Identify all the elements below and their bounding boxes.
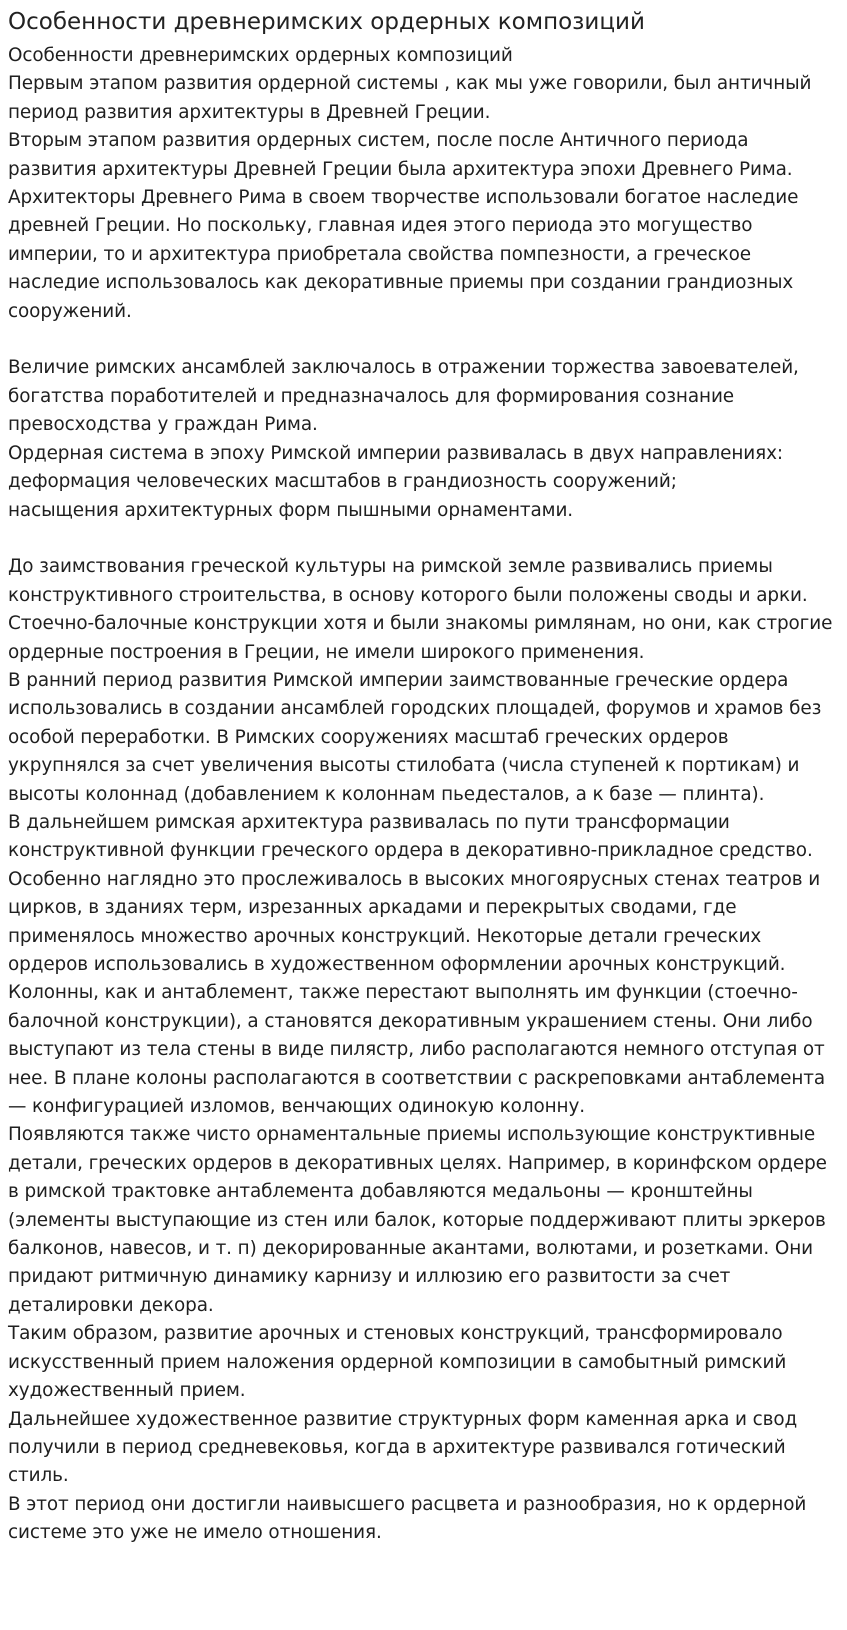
page-title: Особенности древнеримских ордерных композиций — [8, 9, 645, 35]
article-body: Особенности древнеримских ордерных композиций Первым этапом развития ордерной системы , как мы уже говорили, был античный период развития архитектуры в Древней Греции. Вторым этапом развития ордерных систем, после после Античного периода развития архитектуры Древней Греции была архитектура эпохи Древнего Рима. Архитекторы Древнего Рима в своем творчестве использовали богатое наследие древней Греции. Но поскольку, главная идея этого периода это могущество империи, то и архитектура приобретала свойства помпезности, а греческое наследие использовалось как декоративные приемы при создании грандиозных сооружений. Величие римских ансамблей заключалось в отражении торжества завоевателей, богатства поработителей и предназначалось для формирования сознание превосходства у граждан Рима. Ордерная система в эпоху Римской империи развивалась в двух направлениях: деформация человеческих масштабов в грандиозность сооружений; насыщения архитектурных форм пышными орнаментами. До заимствования греческой культуры на римской земле развивались приемы конструктивного строительства, в основу которого были положены своды и арки. Стоечно-балочные конструкции хотя и были знакомы римлянам, но они, как строгие ордерные построения в Греции, не имели широкого применения. В ранний период развития Римской империи заимствованные греческие ордера использовались в создании ансамблей городских площадей, форумов и храмов без особой переработки. В Римских сооружениях масштаб греческих ордеров укрупнялся за счет увеличения высоты стилобата (числа ступеней к портикам) и высоты колоннад (добавлением к колоннам пьедесталов, а к базе — плинта). В дальнейшем римская архитектура развивалась по пути трансформации конструктивной функции греческого ордера в декоративно-прикладное средство. Особенно наглядно это прослеживалось в высоких многоярусных стенах театров и цирков, в зданиях терм, изрезанных аркадами и перекрытых сводами, где применялось множество арочных конструкций. Некоторые детали греческих ордеров использовались в художественном оформлении арочных конструкций. Колонны, как и антаблемент, также перестают выполнять им функции (стоечно-балочной конструкции), а становятся декоративным украшением стены. Они либо выступают из тела стены в виде пилястр, либо располагаются немного отступая от нее. В плане колоны располагаются в соответствии с раскреповками антаблемента — конфигурацией изломов, венчающих одинокую колонну. Появляются также чисто орнаментальные приемы использующие конструктивные детали, греческих ордеров в декоративных целях. Например, в коринфском ордере в римской трактовке антаблемента добавляются медальоны — кронштейны (элементы выступающие из стен или балок, которые поддерживают плиты эркеров балконов, навесов, и т. п) декорированные акантами, волютами, и розетками. Они придают ритмичную динамику карнизу и иллюзию его развитости за счет деталировки декора. Таким образом, развитие арочных и стеновых конструкций, трансформировало искусственный прием наложения ордерной композиции в самобытный римский художественный прием. Дальнейшее художественное развитие структурных форм каменная арка и свод получили в период средневековья, когда в архитектуре развивался готический стиль. В этот период они достигли наивысшего расцвета и разнообразия, но к ордерной системе это уже не имело отношения. — [8, 45, 833, 1544]
